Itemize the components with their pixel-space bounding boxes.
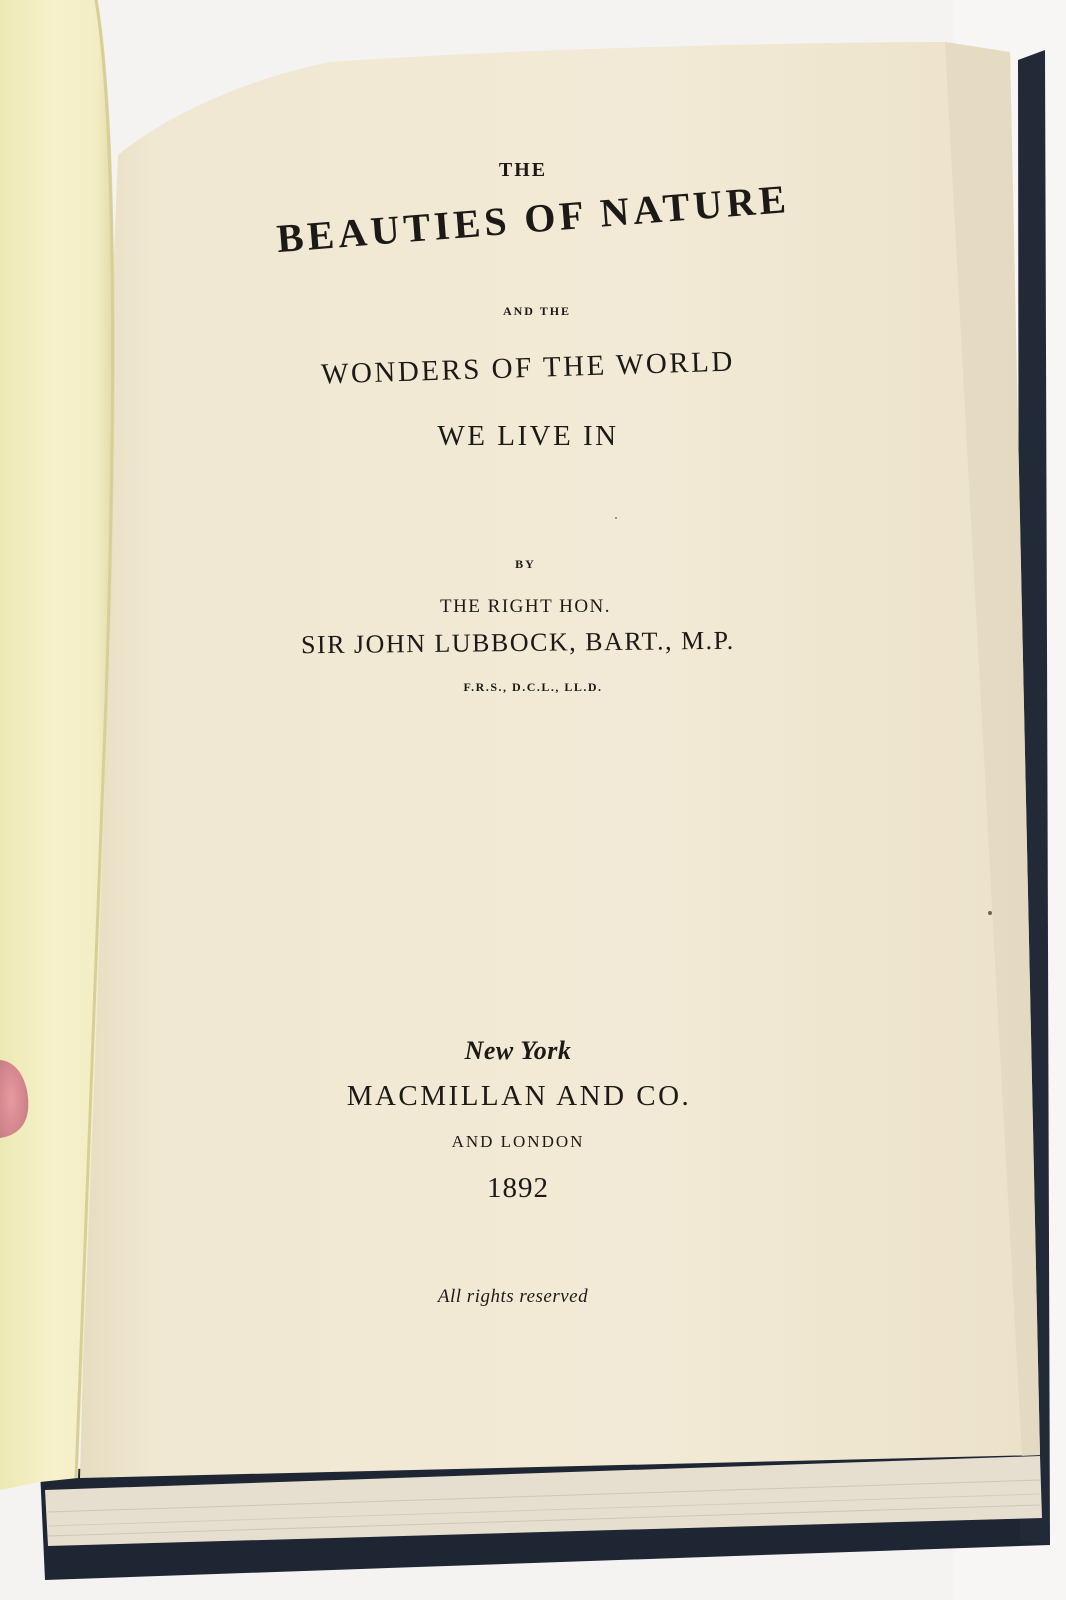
title-wonders: WONDERS OF THE WORLD (320, 345, 736, 391)
author-honorific: THE RIGHT HON. (439, 596, 612, 617)
publisher-city: New York (464, 1036, 572, 1065)
publication-year: 1892 (487, 1172, 549, 1204)
title-main: BEAUTIES OF NATURE (274, 175, 792, 262)
rights-notice: All rights reserved (437, 1286, 589, 1307)
title-the: THE (498, 159, 548, 181)
title-and-the: AND THE (502, 304, 572, 318)
title-we-live-in: WE LIVE IN (437, 420, 619, 452)
title-page-paper (80, 42, 1040, 1478)
author-degrees: F.R.S., D.C.L., LL.D. (463, 680, 603, 694)
author-name: SIR JOHN LUBBOCK, BART., M.P. (300, 625, 735, 660)
publisher-name: MACMILLAN AND CO. (346, 1080, 692, 1112)
publisher-london: AND LONDON (451, 1132, 585, 1151)
by-label: BY (515, 557, 536, 571)
